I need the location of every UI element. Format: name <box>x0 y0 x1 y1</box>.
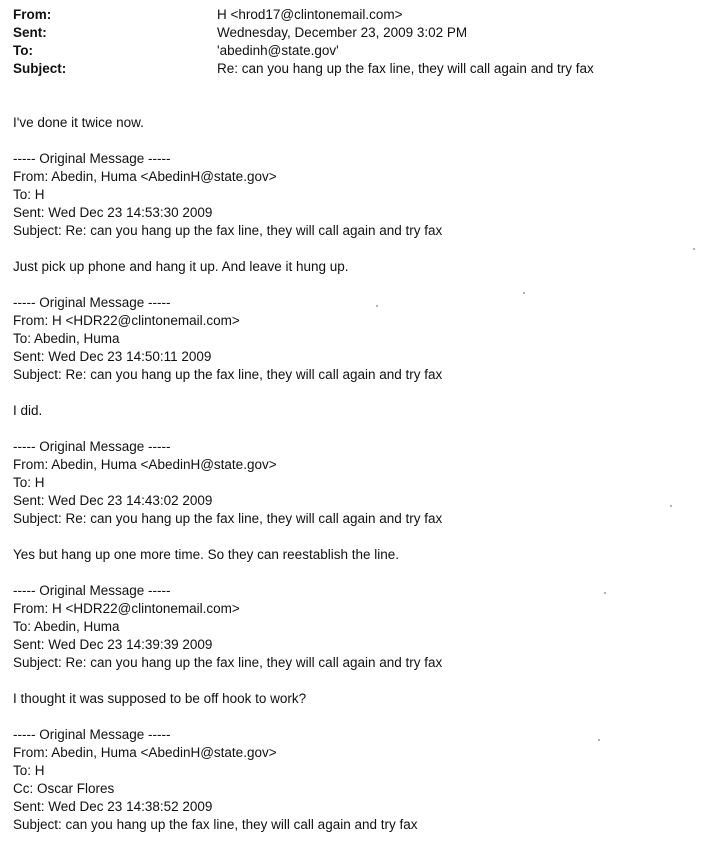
message-text: I thought it was supposed to be off hook to work? <box>13 691 307 706</box>
message-from: From: H <HDR22@clintonemail.com> <box>13 601 240 616</box>
scan-speck <box>693 248 695 250</box>
scan-speck <box>598 739 600 741</box>
original-message <box>13 582 713 726</box>
message-subject: Subject: Re: can you hang up the fax line, they will call again and try fax <box>13 655 443 670</box>
from-value: H <hrod17@clintonemail.com> <box>217 7 403 22</box>
scan-speck <box>670 505 672 507</box>
message-text: Just pick up phone and hang it up. And leave it hung up. <box>13 259 349 274</box>
sent-value: Wednesday, December 23, 2009 3:02 PM <box>217 25 468 40</box>
message-separator: ----- Original Message ----- <box>13 151 171 166</box>
message-sent: Sent: Wed Dec 23 14:39:39 2009 <box>13 637 213 652</box>
reply-text: I've done it twice now. <box>13 115 144 130</box>
message-to: To: Abedin, Huma <box>13 619 120 634</box>
email-body <box>13 114 713 834</box>
original-message <box>13 150 713 294</box>
message-separator: ----- Original Message ----- <box>13 583 171 598</box>
original-message <box>13 438 713 582</box>
email-header <box>13 6 713 78</box>
message-subject: Subject: can you hang up the fax line, they will call again and try fax <box>13 817 418 832</box>
message-cc: Cc: Oscar Flores <box>13 781 115 796</box>
message-sent: Sent: Wed Dec 23 14:53:30 2009 <box>13 205 213 220</box>
message-sent: Sent: Wed Dec 23 14:50:11 2009 <box>13 349 212 364</box>
message-from: From: Abedin, Huma <AbedinH@state.gov> <box>13 457 277 472</box>
message-separator: ----- Original Message ----- <box>13 295 171 310</box>
message-subject: Subject: Re: can you hang up the fax line, they will call again and try fax <box>13 223 443 238</box>
subject-value: Re: can you hang up the fax line, they will call again and try fax <box>217 61 594 76</box>
message-to: To: H <box>13 187 45 202</box>
from-label: From: <box>13 7 52 22</box>
scan-speck <box>604 592 606 594</box>
message-separator: ----- Original Message ----- <box>13 439 171 454</box>
header-sent-row <box>13 24 713 42</box>
original-message <box>13 726 713 834</box>
message-text: I did. <box>13 403 43 418</box>
message-separator: ----- Original Message ----- <box>13 727 171 742</box>
message-text: Yes but hang up one more time. So they can reestablish the line. <box>13 547 399 562</box>
message-subject: Subject: Re: can you hang up the fax line, they will call again and try fax <box>13 367 443 382</box>
message-to: To: H <box>13 763 45 778</box>
header-subject-row <box>13 60 713 78</box>
message-from: From: Abedin, Huma <AbedinH@state.gov> <box>13 745 277 760</box>
to-value: 'abedinh@state.gov' <box>217 43 339 58</box>
header-to-row <box>13 42 713 60</box>
sent-label: Sent: <box>13 25 47 40</box>
scan-speck <box>376 305 378 307</box>
original-message <box>13 294 713 438</box>
message-sent: Sent: Wed Dec 23 14:38:52 2009 <box>13 799 213 814</box>
header-from-row <box>13 6 713 24</box>
scan-speck <box>523 292 525 294</box>
message-from: From: H <HDR22@clintonemail.com> <box>13 313 240 328</box>
message-sent: Sent: Wed Dec 23 14:43:02 2009 <box>13 493 213 508</box>
message-subject: Subject: Re: can you hang up the fax line, they will call again and try fax <box>13 511 443 526</box>
message-to: To: H <box>13 475 45 490</box>
message-to: To: Abedin, Huma <box>13 331 120 346</box>
subject-label: Subject: <box>13 61 67 76</box>
message-from: From: Abedin, Huma <AbedinH@state.gov> <box>13 169 277 184</box>
to-label: To: <box>13 43 33 58</box>
